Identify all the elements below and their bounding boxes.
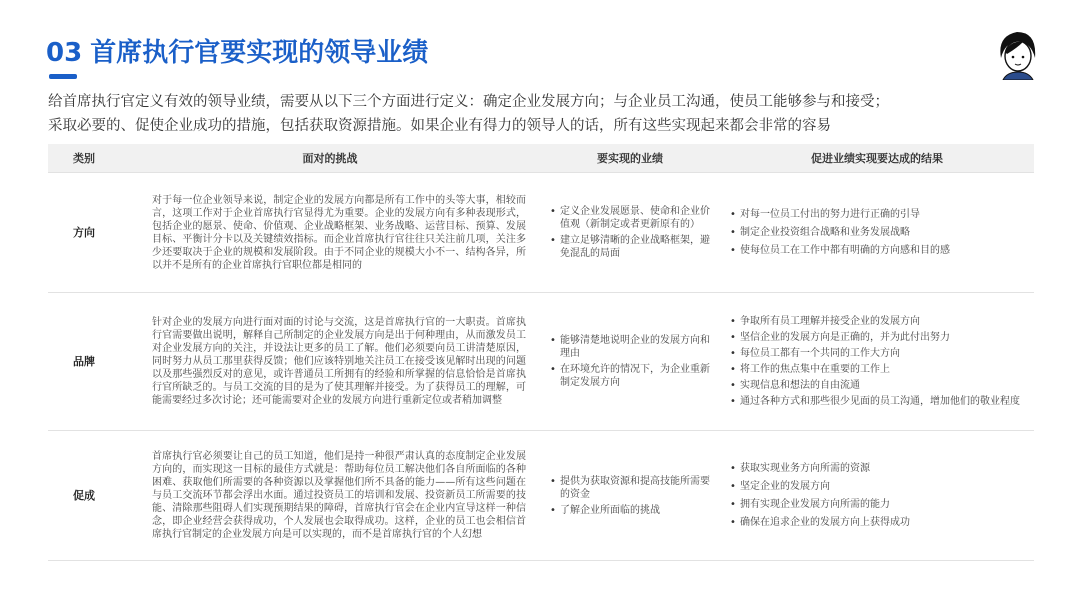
header-category: 类别	[48, 144, 120, 173]
intro-paragraph	[48, 90, 1048, 138]
row-performance	[540, 431, 720, 561]
performance-item: • 提供为获取资源和提高技能所需要的资金	[550, 475, 710, 501]
result-item: • 制定企业投资组合战略和业务发展战略	[730, 226, 1024, 239]
row-challenge: 首席执行官必须要让自己的员工知道，他们是持一种很严肃认真的态度制定企业发展方向的，而实现这一目标的最佳方式就是：帮助每位员工解决他们各自所面临的各种困难、获取他们所需要的各种资源以及掌握他们所不具备的能力——所有这些问题在与员工交流环节都会浮出水面。通过投资员工的培训和发展、投资新员工所需要的技能、清除那些阻碍人们实现预期结果的障碍，首席执行官会在企业内宣导这样一种信念，即企业经营会获得成功，个人发展也会取得成功。这样，企业的员工也会相信首席执行官制定的企业发展方向是可以实现的，而不是首席执行官的个人幻想	[120, 431, 540, 561]
result-item: • 实现信息和想法的自由流通	[730, 379, 1024, 392]
result-item: • 坚信企业的发展方向是正确的，并为此付出努力	[730, 331, 1024, 344]
result-item: • 将工作的焦点集中在重要的工作上	[730, 363, 1024, 376]
performance-item: • 在环境允许的情况下，为企业重新制定发展方向	[550, 363, 710, 389]
intro-line: 采取必要的、促使企业成功的措施，包括获取资源措施。如果企业有得力的领导人的话，所有这些实现起来都会非常的容易	[48, 118, 831, 134]
result-item: • 对每一位员工付出的努力进行正确的引导	[730, 208, 1024, 221]
result-item: • 使每位员工在工作中都有明确的方向感和目的感	[730, 244, 1024, 257]
result-item: • 争取所有员工理解并接受企业的发展方向	[730, 315, 1024, 328]
title-underline	[49, 74, 77, 79]
row-performance	[540, 173, 720, 293]
row-category: 品牌	[48, 293, 120, 431]
row-performance	[540, 293, 720, 431]
leadership-table	[48, 144, 1034, 561]
row-results	[720, 293, 1034, 431]
header-challenge: 面对的挑战	[120, 144, 540, 173]
page-title	[46, 32, 428, 69]
performance-item: • 了解企业所面临的挑战	[550, 504, 710, 517]
row-results	[720, 173, 1034, 293]
result-item: • 每位员工都有一个共同的工作大方向	[730, 347, 1024, 360]
avatar-icon	[995, 28, 1041, 80]
header-performance: 要实现的业绩	[540, 144, 720, 173]
performance-item: • 建立足够清晰的企业战略框架，避免混乱的局面	[550, 234, 710, 260]
row-category: 方向	[48, 173, 120, 293]
table-row	[48, 293, 1034, 431]
title-text: 首席执行官要实现的领导业绩	[90, 38, 429, 68]
section-number: 03	[46, 38, 83, 68]
result-item: • 拥有实现企业发展方向所需的能力	[730, 498, 1024, 511]
performance-item: • 定义企业发展愿景、使命和企业价值观（新制定或者更新原有的）	[550, 205, 710, 231]
result-item: • 通过各种方式和那些很少见面的员工沟通，增加他们的敬业程度	[730, 395, 1024, 408]
performance-item: • 能够清楚地说明企业的发展方向和理由	[550, 334, 710, 360]
table-row	[48, 431, 1034, 561]
row-results	[720, 431, 1034, 561]
table-row	[48, 173, 1034, 293]
intro-line: 给首席执行官定义有效的领导业绩，需要从以下三个方面进行定义：确定企业发展方向；与企业员工沟通，使员工能够参与和接受；	[48, 94, 889, 110]
result-item: • 获取实现业务方向所需的资源	[730, 462, 1024, 475]
result-item: • 坚定企业的发展方向	[730, 480, 1024, 493]
result-item: • 确保在追求企业的发展方向上获得成功	[730, 516, 1024, 529]
row-challenge: 针对企业的发展方向进行面对面的讨论与交流，这是首席执行官的一大职责。首席执行官需要做出说明，解释自己所制定的企业发展方向是出于何种理由，从而激发员工对企业发展方向的关注，并设法让更多的员工了解。他们必须要向员工讲清楚原因，同时努力从员工那里获得反馈；他们应该特别地关注员工在接受该见解时出现的问题以及那些强烈反对的意见，或许普通员工所拥有的经验和所掌握的信息恰恰是首席执行官所缺乏的。与员工交流的目的是为了使其理解并接受。为了获得员工的理解，可能需要经过多次讨论；还可能需要对企业的发展方向进行重新定位或者稍加调整	[120, 293, 540, 431]
header-results: 促进业绩实现要达成的结果	[720, 144, 1034, 173]
row-category: 促成	[48, 431, 120, 561]
row-challenge: 对于每一位企业领导来说，制定企业的发展方向都是所有工作中的头等大事，相较而言，这项工作对于企业首席执行官显得尤为重要。企业的发展方向有多种表现形式，包括企业的愿景、使命、价值观、企业战略框架、业务战略、运营目标、预算、发展目标、平衡计分卡以及关键绩效指标。而企业首席执行官往往只关注前几项，关注多少还要取决于企业的规模和发展阶段。由于不同企业的规模大小不一、结构各异，所以并不是所有的企业首席执行官职位都是相同的	[120, 173, 540, 293]
table-header-row	[48, 144, 1034, 173]
